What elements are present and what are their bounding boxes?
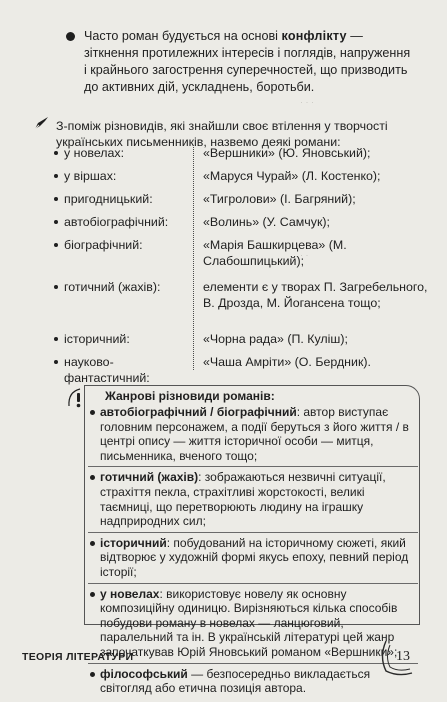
genre-label: у новелах: [64, 146, 125, 160]
intro-text-start: Часто роман будується на основі [84, 29, 282, 43]
intro-paragraph [84, 28, 414, 96]
bullet-icon [90, 592, 95, 597]
item-desc: : автор виступає головним персонажем, а події беруться з його життя / в центрі опису — життя історичної особи — митця, письменника, вченого тощо; [100, 405, 409, 463]
genre-label: автобіографічний: [64, 215, 169, 229]
bullet-icon [54, 151, 58, 155]
bullet-icon [90, 475, 95, 480]
genre-example: «Вершники» (Ю. Яновський); [203, 146, 371, 160]
item-desc: : зображаються незвичні ситуації, страхіття пекла, страхітливі жорстокості, великі таємниці, що перетворюють людину на іграшку надприродних сил; [100, 470, 386, 529]
genre-varieties-list [88, 405, 418, 702]
genre-example: елементи є у творах П. Загребельного, В. Дрозда, М. Йогансена тощо; [203, 280, 428, 310]
intro-text-end: — зіткнення протилежних інтересів і поглядів, напруження і крайнього загострення суперечностей, що призводить до активних дій, ускладнень, боротьби. [84, 29, 411, 94]
page-number: 13 [396, 649, 410, 664]
list-item [88, 536, 418, 584]
bullet-icon [90, 672, 95, 677]
item-term: автобіографічний / біографічний [100, 405, 297, 419]
list-item [88, 667, 418, 699]
list-item [88, 470, 418, 532]
bleed-through-text-2: · · [300, 250, 309, 260]
bleed-through-text: · · · [300, 97, 314, 107]
genre-label: у віршах: [64, 169, 117, 183]
bullet-icon [66, 32, 75, 41]
bullet-icon [54, 285, 58, 289]
genre-label: науково-фантастичний: [64, 355, 150, 385]
genre-example: «Волинь» (У. Самчук); [203, 215, 330, 229]
genre-label: історичний: [64, 332, 130, 346]
item-desc: : використовує новелу як основну композиційну одиницю. Вирізняються кілька способів побудови роману в новелах — ланцюговий, паралельний та ін. В українській літературі цей жанр започаткував Юрій Яновський романом «Вершники»; [100, 586, 398, 659]
item-term: історичний [100, 535, 167, 550]
pencil-icon [34, 116, 50, 130]
genre-example: «Тигролови» (І. Багряний); [203, 192, 356, 206]
footer-section-title: ТЕОРІЯ ЛІТЕРАТУРИ [22, 651, 134, 663]
bullet-icon [90, 410, 95, 415]
genre-example: «Чорна рада» (П. Куліш); [203, 332, 348, 346]
item-term: у новелах [100, 586, 160, 601]
list-item [88, 405, 418, 467]
genre-example: «Чаша Амріти» (О. Бердник). [203, 355, 371, 369]
item-desc: : побудований на історичному сюжеті, який відтворює у художній формі якусь епоху, певний період історії; [100, 535, 409, 579]
bullet-icon [54, 197, 58, 201]
intro-keyword: конфлікту [281, 29, 347, 43]
bullet-icon [54, 243, 58, 247]
item-term: філософський [100, 666, 188, 681]
genre-label: пригодницький: [64, 192, 153, 206]
bullet-icon [54, 174, 58, 178]
genre-example: «Маруся Чурай» (Л. Костенко); [203, 169, 381, 183]
genre-label: готичний (жахів): [64, 280, 161, 294]
genre-label: біографічний: [64, 238, 143, 252]
bullet-icon [54, 220, 58, 224]
genre-example: «Марія Башкирцева» (М. Слабошпицький); [203, 238, 347, 268]
bullet-icon [90, 541, 95, 546]
genres-intro: З-поміж різновидів, які знайшли своє втілення у творчості українських письменників, назвемо деякі романи: [56, 119, 388, 149]
bullet-icon [54, 337, 58, 341]
bullet-icon [54, 360, 58, 364]
list-item [88, 587, 418, 664]
box-heading: Жанрові різновиди романів: [105, 389, 275, 403]
item-term: готичний (жахів) [100, 470, 199, 485]
item-desc: — безпосередньо викладається світогляд або етична позиція автора. [100, 666, 371, 696]
